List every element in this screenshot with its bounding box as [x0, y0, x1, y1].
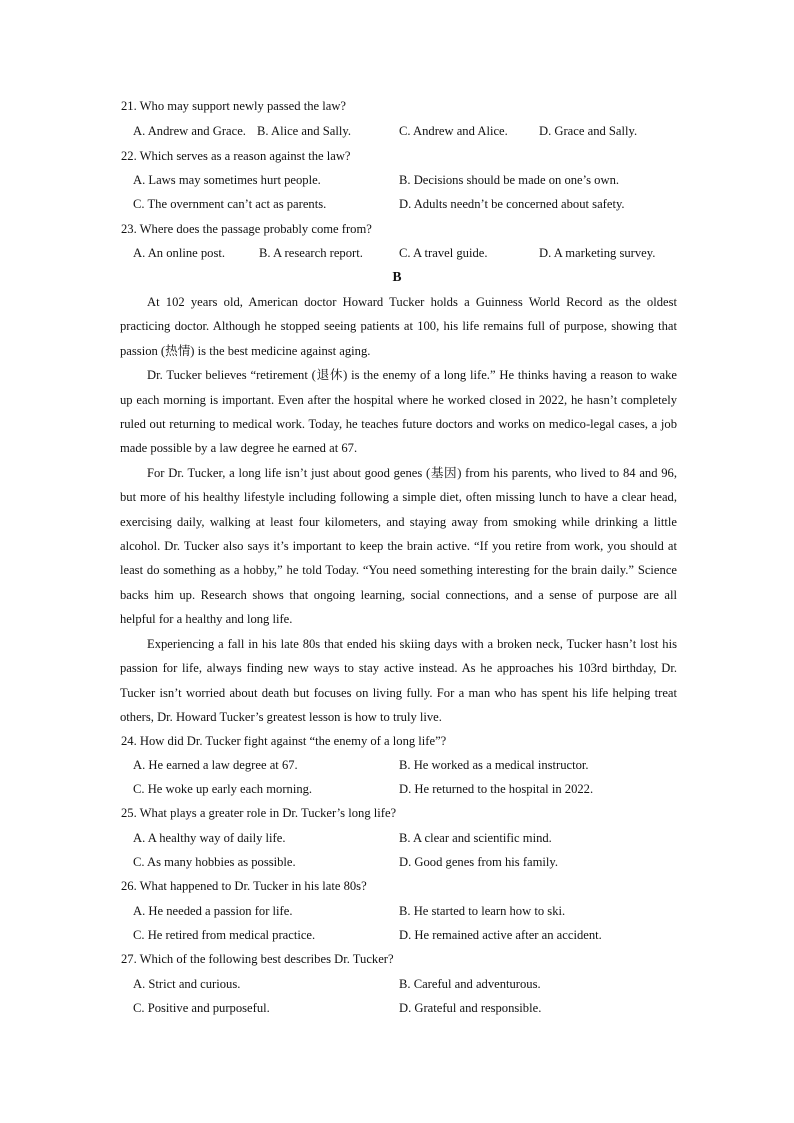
question-26-option-c: C. He retired from medical practice. [133, 928, 316, 942]
question-21-option-a: A. Andrew and Grace. [133, 124, 246, 138]
passage-paragraph-4: Experiencing a fall in his late 80s that ended his skiing days with a broken neck, Tucker hasn’t lost his passion for life, always finding new ways to stay active instead. As he approaches his 103rd birthday, Dr. Tucker isn’t worried about death but focuses on living fully. For a man who has spent his life helping treat others, Dr. Howard Tucker’s greatest lesson is how to truly live. [120, 636, 677, 724]
question-25-option-c: C. As many hobbies as possible. [133, 855, 296, 869]
question-26-option-d: D. He remained active after an accident. [399, 928, 602, 942]
question-22-option-b: B. Decisions should be made on one’s own. [399, 173, 620, 187]
question-24-option-b: B. He worked as a medical instructor. [399, 758, 589, 772]
question-21-option-b: B. Alice and Sally. [257, 124, 351, 138]
question-27-option-a: A. Strict and curious. [133, 977, 241, 991]
question-23-option-a: A. An online post. [133, 246, 226, 260]
question-25-stem: 25. What plays a greater role in Dr. Tucker’s long life? [121, 806, 397, 820]
question-21-option-d: D. Grace and Sally. [539, 124, 638, 138]
question-27-option-c: C. Positive and purposeful. [133, 1001, 270, 1015]
question-23-option-b: B. A research report. [259, 246, 363, 260]
question-23-stem: 23. Where does the passage probably come from? [121, 222, 372, 236]
passage-paragraph-3: For Dr. Tucker, a long life isn’t just about good genes (基因) from his parents, who lived to 84 and 96, but more of his healthy lifestyle including following a simple diet, often missing lunch to have a clear head, exercising daily, walking at least four kilometers, and staying away from smoking while drinking a little alcohol. Dr. Tucker also says it’s important to keep the brain active. “If you retire from work, you should at least do something as a hobby,” he told Today. “You need something interesting for the brain daily.” Science backs him up. Research shows that ongoing learning, social connections, and a sense of purpose are all helpful for a healthy and long life. [120, 465, 677, 627]
reading-passage [120, 290, 677, 729]
question-25-option-b: B. A clear and scientific mind. [399, 831, 552, 845]
passage-paragraph-2: Dr. Tucker believes “retirement (退休) is the enemy of a long life.” He thinks having a reason to wake up each morning is important. Even after the hospital where he worked closed in 2022, he hasn’t completely ruled out returning to medical work. Today, he teaches future doctors and works on medico-legal cases, a job made possible by a law degree he earned at 67. [120, 368, 677, 456]
passage-paragraph-1: At 102 years old, American doctor Howard Tucker holds a Guinness World Record as the oldest practicing doctor. Although he stopped seeing patients at 100, his life remains full of purpose, showing that passion (热情) is the best medicine against aging. [120, 295, 677, 358]
question-23-option-c: C. A travel guide. [399, 246, 488, 260]
question-26-option-a: A. He needed a passion for life. [133, 904, 293, 918]
question-25-option-a: A. A healthy way of daily life. [133, 831, 286, 845]
question-26-option-b: B. He started to learn how to ski. [399, 904, 566, 918]
question-22-option-d: D. Adults needn’t be concerned about safety. [399, 197, 625, 211]
question-23-option-d: D. A marketing survey. [539, 246, 656, 260]
question-21-stem: 21. Who may support newly passed the law? [121, 99, 347, 113]
question-27-stem: 27. Which of the following best describes Dr. Tucker? [121, 952, 394, 966]
question-21-option-c: C. Andrew and Alice. [399, 124, 508, 138]
question-26-stem: 26. What happened to Dr. Tucker in his late 80s? [121, 879, 367, 893]
question-22-option-a: A. Laws may sometimes hurt people. [133, 173, 321, 187]
question-27-option-b: B. Careful and adventurous. [399, 977, 541, 991]
question-24-stem: 24. How did Dr. Tucker fight against “the enemy of a long life”? [121, 734, 447, 748]
question-27-option-d: D. Grateful and responsible. [399, 1001, 542, 1015]
question-24-option-a: A. He earned a law degree at 67. [133, 758, 298, 772]
question-24-option-d: D. He returned to the hospital in 2022. [399, 782, 594, 796]
question-22-stem: 22. Which serves as a reason against the law? [121, 149, 351, 163]
question-25-option-d: D. Good genes from his family. [399, 855, 559, 869]
question-22-option-c: C. The overnment can’t act as parents. [133, 197, 327, 211]
section-heading-b: B [392, 269, 402, 284]
question-24-option-c: C. He woke up early each morning. [133, 782, 313, 796]
